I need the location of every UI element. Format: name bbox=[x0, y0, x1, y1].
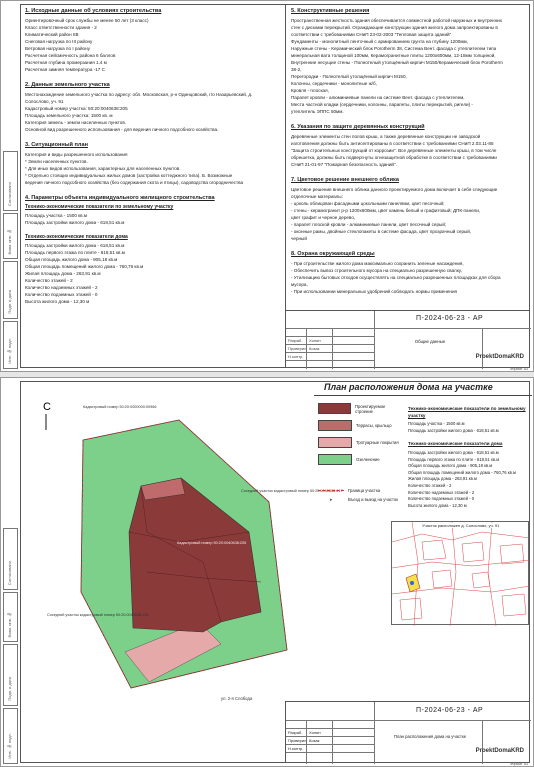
text-line: минеральная вата толщиной 100мм, Керамогранитные плиты 1200х600мм, 12-18мм толщиной, bbox=[291, 53, 496, 58]
tep-lines bbox=[408, 450, 533, 509]
legend-swatch bbox=[318, 420, 352, 431]
text-line: Площадь участка - 1500 кв.м bbox=[408, 421, 465, 427]
text-line: Ветровая нагрузка по I району bbox=[25, 46, 90, 51]
text-line: цвет графит и черное дерево, bbox=[291, 215, 356, 220]
text-line: отделочные материалы: bbox=[291, 194, 343, 199]
text-line: Перегородки - Полнотелый утолщённый кирпич М150, bbox=[291, 74, 407, 79]
legend-item: Озеленение bbox=[318, 451, 403, 468]
street-label: ул. 2-я Слобода bbox=[221, 696, 253, 701]
section-lines bbox=[25, 151, 281, 186]
text-line: Внутренние несущие стены - Полнотелый утолщённый кирпич М150/Керамический блок Porotherm bbox=[291, 60, 503, 65]
text-line: Площадь первого этажа по плите - 618,51 кв.м bbox=[408, 456, 500, 462]
text-line: Кровля - плоская, bbox=[291, 88, 329, 93]
subsection-title: Технико-экономические показатели по земельному участку bbox=[25, 204, 174, 210]
text-line: - При использовании минеральных удобрений соблюдать нормы применения bbox=[291, 289, 458, 294]
text-line: изготовления должны быть антисептированы в соответствии с требованиями СНиП 2.03.11-85 bbox=[291, 141, 494, 146]
text-line: Количество подземных этажей - 0 bbox=[25, 292, 98, 297]
text-line: - При строительстве жилого дома максимально сохранить зеленые насаждения, bbox=[291, 261, 464, 266]
text-line: Площадь застройки жилого дома - 618,51 кв.м bbox=[25, 243, 125, 248]
text-line: - оконные рамы, двойные стеклопакеты в системе фасада, цвет прозрачный серый, bbox=[291, 229, 472, 234]
text-line: Пространственная жесткость здания обеспечивается совместной работой наружных и внутренних bbox=[291, 18, 502, 23]
sheet-site-plan bbox=[0, 377, 534, 767]
section-lines bbox=[25, 212, 281, 226]
text-line: Климатический район IIВ bbox=[25, 32, 79, 37]
tep-title: Технико-экономические показатели по земельному участку bbox=[408, 406, 526, 418]
location-map bbox=[391, 521, 529, 625]
stamp-label: Разраб. bbox=[288, 338, 303, 343]
section-title: 5. Конструктивные решения bbox=[291, 8, 370, 14]
text-line: Кадастровый номер участка: 50:20:0040638:205 bbox=[25, 106, 128, 111]
approval-strip bbox=[3, 1, 18, 371]
sheet-general-data bbox=[0, 0, 534, 372]
stamp-label: Проверил bbox=[288, 738, 307, 743]
section-lines bbox=[291, 260, 529, 295]
text-line: Количество надземных этажей - 2 bbox=[408, 489, 475, 495]
document-code: П-2024-06-23 - АР bbox=[416, 315, 484, 322]
stamp-label: Проверил bbox=[288, 346, 307, 351]
organization-name: ProektDomaKRD bbox=[475, 354, 524, 360]
section-lines bbox=[25, 242, 281, 305]
text-line: 38-2, bbox=[291, 67, 302, 72]
text-line: Места частной кладки (сердечники, колонны, парапеты, плиты перекрытий, ригели) - bbox=[291, 102, 473, 107]
strip-cell: Подп. и дата bbox=[3, 644, 18, 706]
text-line: Жилая площадь дома - 263,91 кв.м bbox=[25, 271, 101, 276]
text-line: Высота жилого дома - 12,30 м bbox=[25, 299, 90, 304]
map-caption: Участок расположен д. Солослово, уч. 91 bbox=[422, 523, 500, 528]
text-line: СНиП 21-01-97 "Пожарная безопасность зданий". bbox=[291, 162, 397, 167]
section-title: 8. Охрана окружающей среды bbox=[291, 251, 375, 257]
neighbor-label: Кадастровый номер 50:20:0000000:00966 bbox=[83, 405, 157, 409]
text-line: Площадь первого этажа по плите - 618,51 кв.м bbox=[25, 250, 125, 255]
text-line: Колонны, сердечники - монолитные ж/б, bbox=[291, 81, 377, 86]
text-line: Количество этажей - 2 bbox=[408, 482, 452, 488]
strip-cell: Подп. и дата bbox=[3, 261, 18, 319]
legend-item: Проектируемое строение bbox=[318, 400, 403, 417]
section-title: 4. Параметры объекта индивидуального жилищного строительства bbox=[25, 195, 215, 201]
text-line: Фундаменты - монолитный ленточный с армированием грунта на глубину 1200мм, bbox=[291, 39, 468, 44]
strip-cell: Взам. инв. № bbox=[3, 213, 18, 259]
text-line: черный bbox=[291, 236, 307, 241]
stamp-label: Разраб. bbox=[288, 730, 303, 735]
text-line: * Земли населенных пунктов. bbox=[25, 159, 88, 164]
text-line: - Обеспечить вывоз строительного мусора на специально разрешенную свалку, bbox=[291, 268, 462, 273]
text-line: обрешетка, должны быть подвергнуты огнезащитной обработке в соответствии с требованиями bbox=[291, 155, 497, 160]
section-title: 2. Данные земельного участка bbox=[25, 82, 110, 88]
right-column bbox=[291, 5, 529, 295]
text-line: Деревянные элементы стен полов крыш, а также деревянные конструкции не заводской bbox=[291, 134, 481, 139]
text-line: - Утилизацию бытовых отходов осуществлять на специально разрешенных площадках для сбора bbox=[291, 275, 501, 280]
text-line: - цоколь облицован фасадными цокольными панелями, цвет песочный; bbox=[291, 201, 445, 206]
text-line: Парапет кровли - алюминиевые панели на системе Вент. фасада с утеплителем, bbox=[291, 95, 465, 100]
tep-title: Технико-экономические показатели дома bbox=[408, 441, 503, 447]
text-line: Количество этажей - 2 bbox=[25, 278, 73, 283]
legend-swatch bbox=[318, 454, 352, 465]
text-line: Снеговая нагрузка по III району bbox=[25, 39, 93, 44]
text-line: Жилая площадь дома - 263,91 кв.м bbox=[408, 476, 477, 482]
strip-cell: Инв. № подл. bbox=[3, 321, 18, 369]
neighbor-label: Соседний участок кадастровый номер 50:20:0040638:230 bbox=[47, 613, 149, 617]
section-lines bbox=[25, 91, 281, 133]
text-line: Площадь земельного участка: 1500 кв. м bbox=[25, 113, 113, 118]
sheet-title: План расположения дома на участке bbox=[393, 734, 467, 739]
text-line: Расчетная зимняя температура -17 С bbox=[25, 67, 105, 72]
legend-item: Террасы, крыльцо bbox=[318, 417, 403, 434]
sheet-format: Формат А3 bbox=[509, 367, 528, 371]
text-line: Общая площадь жилого дома - 905,18 кв.м bbox=[408, 463, 493, 469]
text-line: стен с дисками перекрытий. Ограждающие конструкции здания жилого дома запроектированы в bbox=[291, 25, 498, 30]
strip-cell: Взам. инв. № bbox=[3, 592, 18, 642]
text-line: * Для иных видов использования, характерных для населенных пунктов. bbox=[25, 166, 181, 171]
stamp-name: Холин bbox=[309, 338, 321, 343]
strip-cell: Согласовано bbox=[3, 151, 18, 211]
legend-swatch bbox=[318, 403, 351, 414]
text-line: ведения личного подсобного хозяйства (без содержания скота и птицы), садоводства огородничества bbox=[25, 180, 244, 185]
section-lines bbox=[291, 17, 529, 115]
plan-title: План расположения дома на участке bbox=[324, 382, 493, 392]
strip-cell: Согласовано bbox=[3, 528, 18, 590]
text-line: Основной вид разрешенного использования - для ведения личного подсобного хозяйства. bbox=[25, 127, 219, 132]
neighbor-label: Соседний участок кадастровый номер 50:20:0040638:617 bbox=[241, 489, 343, 493]
text-line: Площадь застройки жилого дома - 618,51 кв.м bbox=[408, 449, 499, 455]
text-line: Площадь участка - 1500 кв.м bbox=[25, 213, 88, 218]
stamp-name: Холин bbox=[309, 730, 321, 735]
text-line: - парапет плоской кровли - алюминиевые панели, цвет песочный серый; bbox=[291, 222, 447, 227]
stamp-label: Н.контр. bbox=[288, 354, 304, 359]
north-label: С bbox=[43, 401, 51, 413]
text-line: Общая площадь помещений жилого дома - 760,76 кв.м bbox=[25, 264, 144, 269]
title-block bbox=[285, 310, 530, 368]
approval-strip bbox=[3, 378, 18, 766]
legend-item: Тротуарные покрытия bbox=[318, 434, 403, 451]
text-line: Класс ответственности здания - 2 bbox=[25, 25, 97, 30]
text-line: - стены - керамогранит р-р 1200х600мм, цвет камень белый и графитовый; ДПК-панели, bbox=[291, 208, 481, 213]
text-line: Общая площадь помещений жилого дома - 760,76 кв.м bbox=[408, 469, 516, 475]
text-line: Количество подземных этажей - 0 bbox=[408, 496, 475, 502]
text-line: соответствии с требованиями СНиП 23-02-2003 "Тепловая защита зданий" bbox=[291, 32, 452, 37]
title-block bbox=[285, 701, 530, 763]
section-title: 7. Цветовое решение внешнего облика bbox=[291, 177, 399, 183]
text-line: Высота жилого дома - 12,30 м bbox=[408, 502, 467, 508]
tep-lines bbox=[408, 421, 533, 434]
text-line: Категория и виды разрешенного использования bbox=[25, 152, 128, 157]
legend-lines: Граница участка ➤ Въезд и выезд на участок bbox=[318, 486, 398, 504]
text-line: Площадь застройки жилого дома - 618,51 кв.м bbox=[25, 220, 125, 225]
text-line: Площадь застройки жилого дома - 618,51 кв.м bbox=[408, 427, 499, 433]
sheet-title: Общие данные bbox=[414, 339, 446, 344]
entry-arrow-icon: ➤ bbox=[329, 497, 333, 502]
stamp-label: Н.контр. bbox=[288, 746, 304, 751]
section-lines bbox=[291, 133, 529, 168]
house-label: Кадастровый номер 50:20:0040638:205 bbox=[177, 541, 247, 545]
text-line: мусора, bbox=[291, 282, 308, 287]
section-lines bbox=[25, 17, 281, 73]
sheet-format: Формат А3 bbox=[509, 762, 528, 766]
text-line: * Отдельно стоящих индивидуальных жилых домов (застройка коттеджного типа). Б. Возможные bbox=[25, 173, 233, 178]
legend-swatch bbox=[318, 437, 352, 448]
text-line: Цветовое решение внешнего облика данного проектируемого дома включает в себя следующие bbox=[291, 187, 498, 192]
text-line: Местонахождение земельного участка по адресу: обл. Московская, р-н Одинцовский, г/о Назарьевский, д. bbox=[25, 92, 253, 97]
stamp-name: Козак bbox=[309, 346, 320, 351]
legend bbox=[318, 400, 403, 468]
site-plan-drawing bbox=[21, 382, 343, 704]
text-line: Наружные стены - Керамический блок Porotherm 38, Система Вент. фасада с утеплителем типа bbox=[291, 46, 497, 51]
document-code: П-2024-06-23 - АР bbox=[416, 707, 484, 714]
text-line: Общая площадь жилого дома - 905,18 кв.м bbox=[25, 257, 118, 262]
text-line: Количество надземных этажей - 2 bbox=[25, 285, 98, 290]
tep-block bbox=[408, 404, 533, 509]
text-line: Ориентировочный срок службы не менее 50 лет (3 класс) bbox=[25, 18, 149, 23]
text-line: Расчетная глубина промерзания 1.4 м bbox=[25, 60, 107, 65]
stamp-name: Козак bbox=[309, 738, 320, 743]
subsection-title: Технико-экономические показатели дома bbox=[25, 234, 128, 240]
section-title: 3. Ситуационный план bbox=[25, 142, 88, 148]
text-line: утеплитель ЭППС 50мм. bbox=[291, 109, 344, 114]
left-column bbox=[25, 5, 281, 305]
text-line: Расчетная сейсмичность района 6 баллов bbox=[25, 53, 116, 58]
text-line: Солослово, уч. 91 bbox=[25, 99, 64, 104]
text-line: "Защита строительных конструкций от коррозии". Все деревянные элементы крыш, в том числе bbox=[291, 148, 497, 153]
section-title: 1. Исходные данные об условиях строительства bbox=[25, 8, 162, 14]
section-title: 6. Указания по защите деревянных конструкций bbox=[291, 124, 425, 130]
strip-cell: Инв. № подл. bbox=[3, 708, 18, 764]
text-line: Категория земель - земли населенных пунктов. bbox=[25, 120, 127, 125]
section-lines bbox=[291, 186, 529, 242]
organization-name: ProektDomaKRD bbox=[475, 748, 524, 754]
